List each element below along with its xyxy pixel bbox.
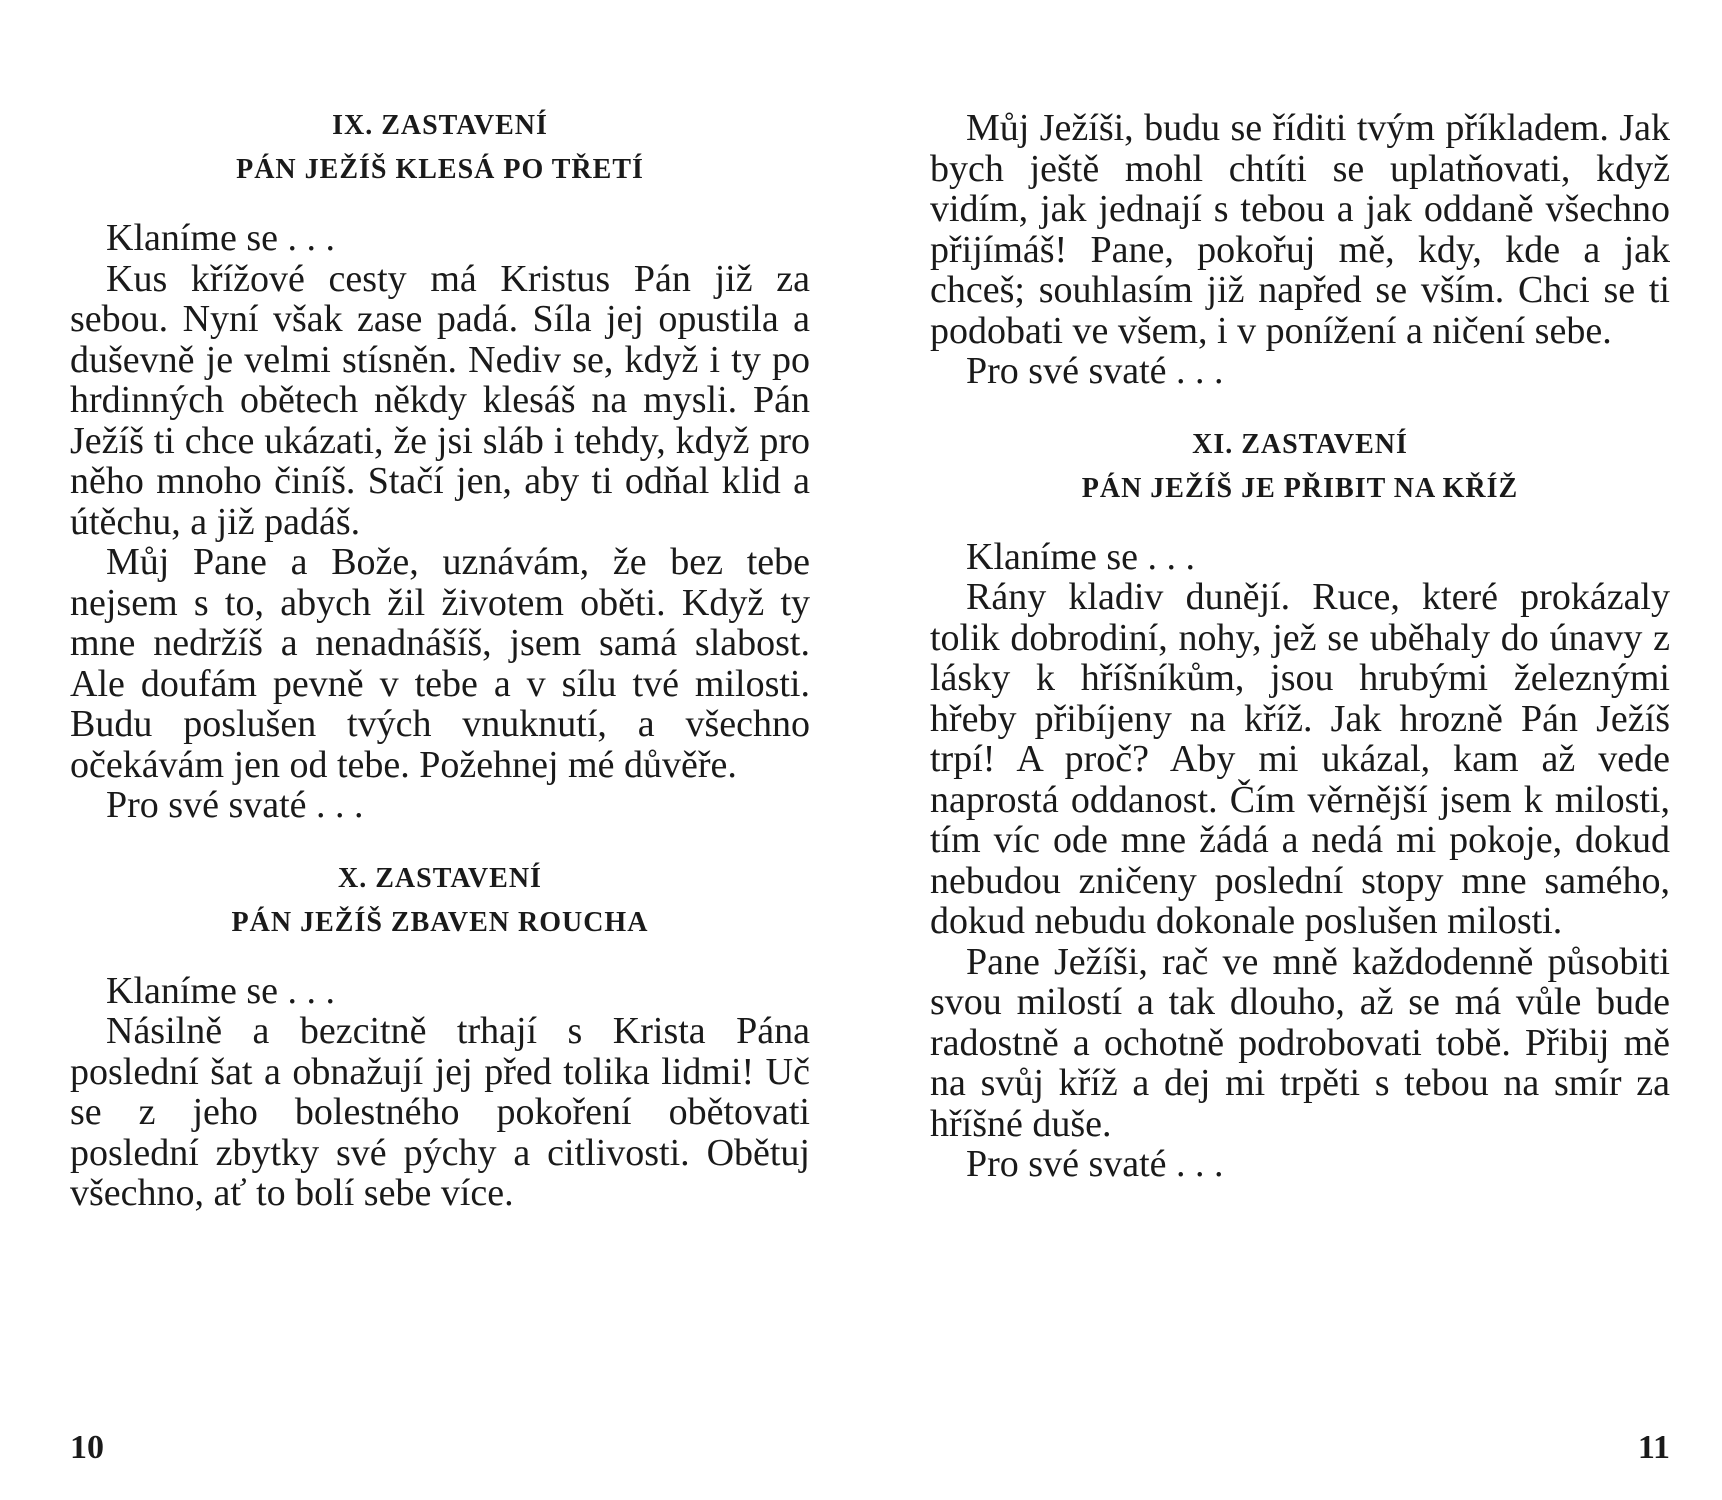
station-heading: X. ZASTAVENÍ bbox=[338, 862, 542, 894]
paragraph: Kus křížové cesty má Kristus Pán již za sebou. Nyní však zase padá. Síla jej opustila a duševně je velmi stísněn. Nediv se, když i ty po hrdinných obětech někdy klesáš na mysli. Pán Ježíš ti chce ukázati, že jsi sláb i tehdy, když pro něho mnoho činíš. Stačí jen, aby ti odňal klid a útěchu, a již padáš. bbox=[70, 257, 810, 543]
right-page-text bbox=[930, 108, 1670, 1185]
section-title: PÁN JEŽÍŠ ZBAVEN ROUCHA bbox=[231, 906, 649, 938]
left-page-text bbox=[70, 106, 810, 1214]
section-title: PÁN JEŽÍŠ JE PŘIBIT NA KŘÍŽ bbox=[1081, 472, 1519, 504]
page-number: 11 bbox=[1637, 1429, 1670, 1466]
paragraph: Můj Ježíši, budu se říditi tvým příkladem. Jak bych ještě mohl chtíti se uplatňovati, když vidím, jak jednají s tebou a jak oddaně všechno přijímáš! Pane, pokořuj mě, kdy, kde a jak chceš; souhlasím již napřed se vším. Chci se ti podobati ve všem, i v ponížení a ničení sebe. bbox=[930, 107, 1670, 352]
prayer-line: Pro své svaté . . . bbox=[106, 784, 364, 826]
paragraph: Můj Pane a Bože, uznávám, že bez tebe nejsem s to, abych žil životem oběti. Když ty mne nedržíš a nenadnášíš, jsem samá slabost. Ale doufám pevně v tebe a v sílu tvé milosti. Budu poslušen tvých vnuknutí, a všechno očekávám jen od tebe. Požehnej mé důvěře. bbox=[70, 541, 810, 786]
station-heading: IX. ZASTAVENÍ bbox=[332, 110, 548, 141]
prayer-line: Pro své svaté . . . bbox=[966, 350, 1224, 392]
paragraph: Rány kladiv dunějí. Ruce, které prokázaly tolik dobrodiní, nohy, jež se uběhaly do únavy z lásky k hříšníkům, jsou hrubými železnými hřeby přibíjeny na kříž. Jak hrozně Pán Ježíš trpí! A proč? Aby mi ukázal, kam až vede naprostá oddanost. Čím věrnější jsem k milosti, tím víc ode mne žádá a nedá mi pokoje, dokud nebudou zničeny poslední stopy mne samého, dokud nebudu dokonale poslušen milosti. bbox=[930, 576, 1670, 942]
paragraph: Pane Ježíši, rač ve mně každodenně působiti svou milostí a tak dlouho, až se má vůle bude radostně a ochotně podrobovati tobě. Přibij mě na svůj kříž a dej mi trpěti s tebou na smír za hříšné duše. bbox=[930, 940, 1670, 1145]
section-title: PÁN JEŽÍŠ KLESÁ PO TŘETÍ bbox=[236, 154, 644, 185]
page-number: 10 bbox=[70, 1429, 104, 1466]
prayer-line: Pro své svaté . . . bbox=[966, 1143, 1224, 1185]
prayer-line: Klaníme se . . . bbox=[106, 969, 336, 1012]
prayer-line: Klaníme se . . . bbox=[106, 217, 336, 259]
prayer-line: Klaníme se . . . bbox=[966, 535, 1196, 578]
paragraph: Násilně a bezcitně trhají s Krista Pána poslední šat a obnažují jej před tolika lidmi! Uč se z jeho bolestného pokoření obětovati poslední zbytky své pýchy a citlivosti. Obětuj všechno, ať to bolí sebe více. bbox=[70, 1010, 810, 1214]
station-heading: XI. ZASTAVENÍ bbox=[1192, 428, 1408, 460]
